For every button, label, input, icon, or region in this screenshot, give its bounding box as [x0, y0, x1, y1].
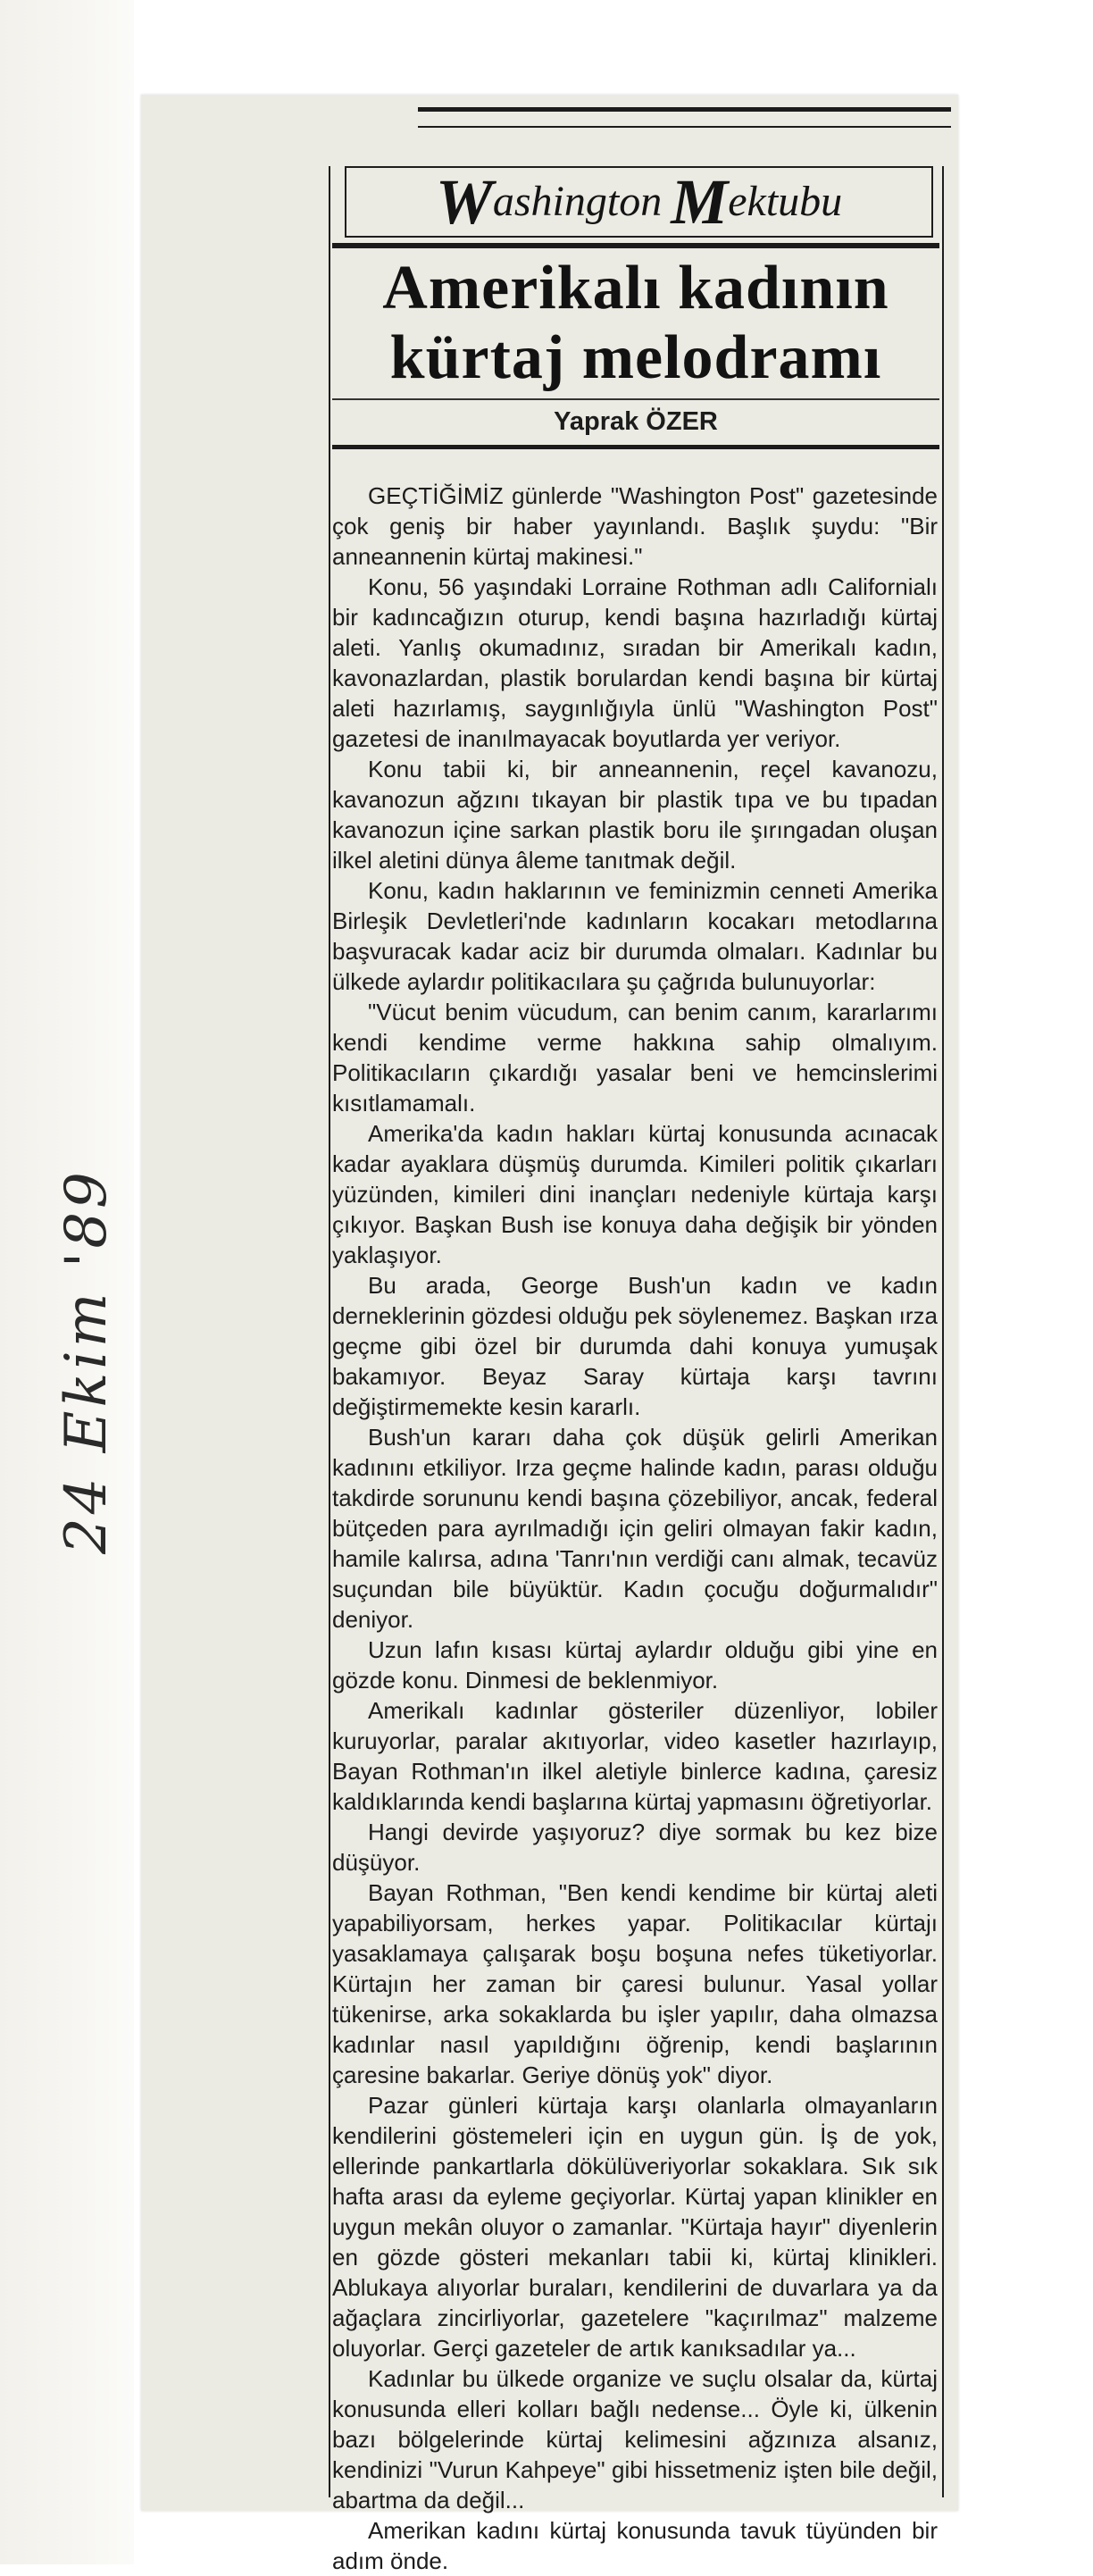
article-body — [332, 481, 938, 2576]
column-left-rule — [329, 166, 330, 2497]
paragraph: Amerikan kadını kürtaj konusunda tavuk tüyünden bir adım önde. — [332, 2517, 938, 2574]
paragraph: Kadınlar bu ülkede organize ve suçlu olsalar da, kürtaj konusunda elleri kolları bağlı nedense... Öyle ki, ülkenin bazı bölgelerinde kürtaj kelimesini ağzınıza alsanız, kendinizi "Vurun Kahpeye" gibi hissetmeniz işten bile değil, abartma da değil... — [332, 2365, 938, 2513]
paragraph: Bayan Rothman, "Ben kendi kendime bir kürtaj aleti yapabiliyorsam, herkes yapar. Politikacılar kürtajı yasaklamaya çalışarak boşu boşuna nefes tüketiyorlar. Kürtajın her zaman bir çaresi bulunur. Yasal yollar tükenirse, arka sokaklarda bu işler yapılır, daha olmazsa kadınlar nasıl yapıldığını öğrenip, kendi başlarının çaresine bakarlar. Geriye dönüş yok" diyor. — [332, 1879, 938, 2088]
paragraph: Amerika'da kadın hakları kürtaj konusunda acınacak kadar ayaklara düşmüş durumda. Kimileri politik çıkarları yüzünden, kimileri dini inançları nedeniyle kürtaja karşı çıkıyor. Başkan Bush ise konuya daha değişik bir yönden yaklaşıyor. — [332, 1120, 938, 1268]
byline: Yaprak ÖZER — [554, 407, 718, 436]
paragraph: Konu, 56 yaşındaki Lorraine Rothman adlı Californialı bir kadıncağızın oturup, kendi başına hazırladığı kürtaj aleti. Yanlış okumadınız, sıradan bir Amerikalı kadın, kavonazlardan, plastik borulardan kendi başına bir kürtaj aleti hazırlamış, saygınlığıyla ünlü "Washington Post" gazetesi de inanılmayacak boyutlarda yer veriyor. — [332, 573, 938, 752]
column-masthead — [345, 166, 933, 238]
paragraph: "Vücut benim vücudum, can benim canım, kararlarımı kendi kendime verme hakkına sahip olmalıyım. Politikacıların çıkardığı yasalar beni ve hemcinslerimi kısıtlamamalı. — [332, 999, 938, 1117]
column-right-rule — [942, 166, 944, 2497]
paragraph: Hangi devirde yaşıyoruz? diye sormak bu kez bize düşüyor. — [332, 1819, 938, 1876]
paragraph: Konu tabii ki, bir anneannenin, reçel kavanozu, kavanozun ağzını tıkayan bir plastik tıpa ve bu tıpadan kavanozun içine sarkan plastik boru ile şırıngadan oluşan ilkel aletini dünya âleme tanıtmak değil. — [332, 756, 938, 874]
headline-line-1: Amerikalı kadının — [382, 254, 889, 322]
masthead-cap-2: M — [671, 166, 729, 238]
paragraph: Pazar günleri kürtaja karşı olanlarla olmayanların kendilerini göstemeleri için en uygun gün. İş de yok, ellerinde pankartlarla dökülüveriyorlar sokaklara. Sık sık hafta arası da eyleme geçiyorlar. Kürtaj yapan klinikler en uygun mekân oluyor o zamanlar. "Kürtaja hayır" diyenlerin en gözde gösteri mekanları tabii ki, kürtaj klinikleri. Ablukaya alıyorlar buraları, kendilerini de duvarlara ya da ağaçlara zincirliyorlar, gazetelere "kaçırılmaz" malzeme oluyorlar. Gerçi gazeteler de artık kanıksadılar ya... — [332, 2092, 938, 2362]
top-double-rule — [418, 107, 951, 128]
paragraph: GEÇTİĞİMİZ günlerde "Washington Post" gazetesinde çok geniş bir haber yayınlandı. Başlık şuydu: "Bir anneannenin kürtaj makinesi." — [332, 482, 938, 570]
headline-line-2: kürtaj melodramı — [389, 323, 882, 392]
byline-rule — [332, 398, 939, 400]
masthead-word-2: ektubu — [728, 178, 843, 225]
newspaper-clipping — [141, 95, 958, 2574]
masthead-word-1: ashington — [492, 178, 663, 225]
masthead-cap-1: W — [435, 166, 493, 238]
paragraph: Uzun lafın kısası kürtaj aylardır olduğu gibi yine en gözde konu. Dinmesi de beklenmiyor. — [332, 1636, 938, 1694]
masthead-under-rule — [332, 243, 939, 248]
handwritten-date-note: 24 Ekim '89 — [54, 1168, 120, 1554]
article-headline — [332, 254, 939, 393]
paragraph: Konu, kadın haklarının ve feminizmin cenneti Amerika Birleşik Devletleri'nde kadınların kocakarı metodlarına başvuracak kadar aciz bir durumda olmaları. Kadınlar bu ülkede aylardır politikacılara şu çağrıda bulunuyorlar: — [332, 877, 938, 995]
paragraph: Amerikalı kadınlar gösteriler düzenliyor, lobiler kuruyorlar, paralar akıtıyorlar, video kasetler hazırlayıp, Bayan Rothman'ın ilkel aletiyle binlerce kadına, çaresiz kaldıklarında kendi başlarına kürtaj yapmasını öğretiyorlar. — [332, 1697, 938, 1815]
paragraph: Bush'un kararı daha çok düşük gelirli Amerikan kadınını etkiliyor. Irza geçme halinde kadın, parası olduğu takdirde sorununu kendi başına çözebiliyor, ancak, federal bütçeden para ayrılmadığı için geliri olmayan fakir kadın, hamile kalırsa, adına 'Tanrı'nın verdiği canı almak, tecavüz suçundan bile büyüktür. Kadın çocuğu doğurmalıdır" deniyor. — [332, 1424, 938, 1633]
byline-under-rule — [332, 445, 939, 449]
paragraph: Bu arada, George Bush'un kadın ve kadın derneklerinin gözdesi olduğu pek söylenemez. Başkan ırza geçme gibi özel bir durumda dahi konuya yumuşak bakamıyor. Beyaz Saray kürtaja karşı tavrını değiştirmemekte kesin kararlı. — [332, 1272, 938, 1420]
